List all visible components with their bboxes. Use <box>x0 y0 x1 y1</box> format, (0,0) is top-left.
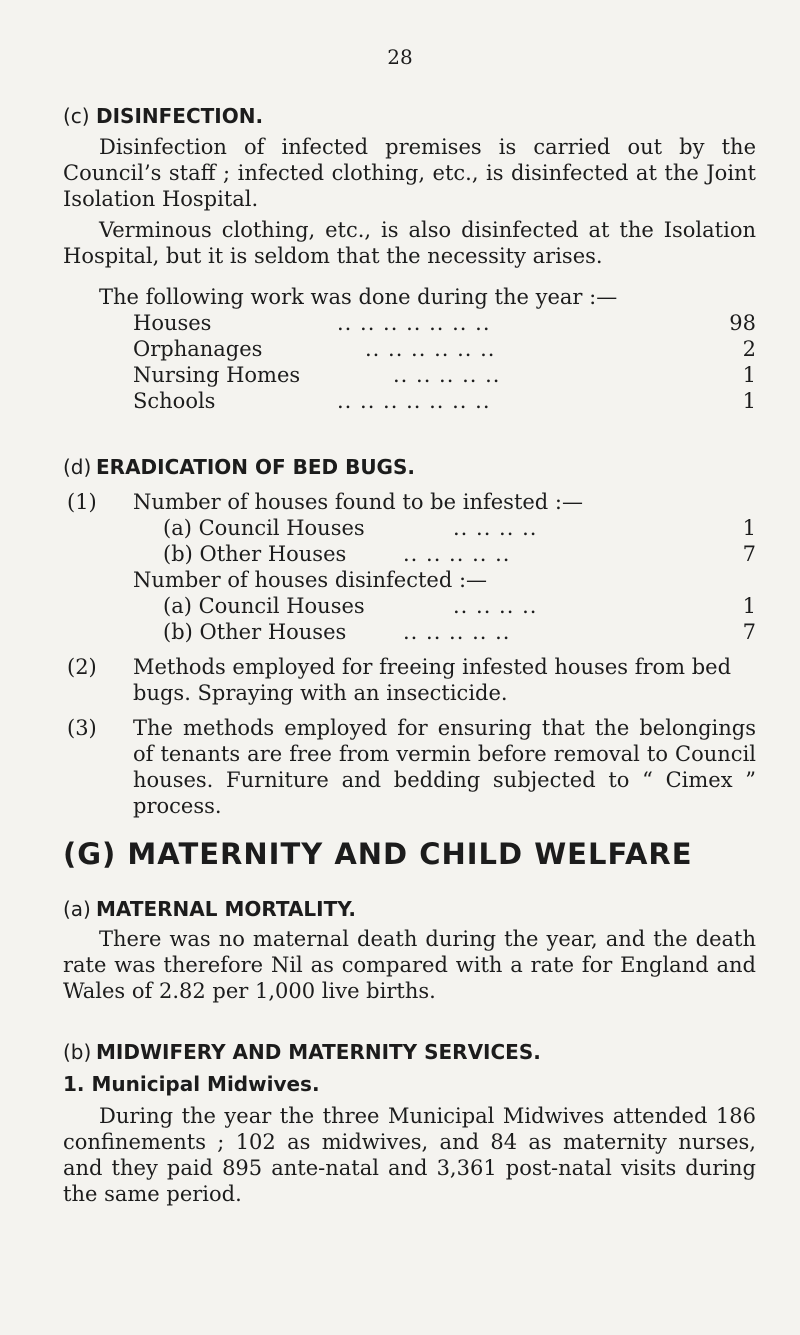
work-row <box>133 336 756 362</box>
row-value: 1 <box>742 516 756 540</box>
work-row <box>133 362 756 388</box>
infested-row <box>163 515 756 541</box>
row-value: 2 <box>742 337 756 361</box>
section-title: MATERNAL MORTALITY. <box>96 897 357 921</box>
section-title: MIDWIFERY AND MATERNITY SERVICES. <box>96 1040 541 1064</box>
disinfection-paragraph-2: Verminous clothing, etc., is also disinfected at the Isolation Hospital, but it is seldom that the necessity arises. <box>63 218 756 268</box>
leader-dots: .. .. .. .. .. .. .. <box>337 311 491 335</box>
row-value: 7 <box>742 542 756 566</box>
leader-dots: .. .. .. .. .. <box>403 542 511 566</box>
row-label: (a) Council Houses <box>163 516 365 540</box>
bed-bugs-heading <box>63 455 415 479</box>
row-label: (b) Other Houses <box>163 620 347 644</box>
section-label: (a) <box>63 897 91 921</box>
disinfected-question: Number of houses disinfected :— <box>133 568 488 592</box>
leader-dots: .. .. .. .. .. <box>393 363 501 387</box>
infested-row <box>163 541 756 567</box>
item-number: (1) <box>67 490 97 514</box>
section-label: (d) <box>63 455 92 479</box>
row-label: Houses <box>133 311 212 335</box>
row-value: 7 <box>742 620 756 644</box>
maternal-mortality-heading <box>63 897 356 921</box>
municipal-midwives-paragraph: During the year the three Municipal Midwives attended 186 confinements ; 102 as midwives, and 84 as maternity nurses, and they paid 895 ante-natal and 3,361 post-natal visits during the same period. <box>63 1104 756 1206</box>
leader-dots: .. .. .. .. <box>453 594 538 618</box>
maternal-mortality-paragraph: There was no maternal death during the year, and the death rate was therefore Nil as compared with a rate for England and Wales of 2.82 per 1,000 live births. <box>63 927 756 1003</box>
vermin-paragraph: The methods employed for ensuring that the belongings of tenants are free from vermin before removal to Council houses. Furniture and bedding subjected to “ Cimex ” process. <box>133 716 756 818</box>
work-intro: The following work was done during the year :— <box>99 285 618 309</box>
disinfected-row <box>163 619 756 645</box>
row-value: 98 <box>729 311 756 335</box>
work-row <box>133 388 756 414</box>
section-label: (c) <box>63 104 90 128</box>
item-number: (2) <box>67 655 97 679</box>
municipal-midwives-heading: 1. Municipal Midwives. <box>63 1072 320 1096</box>
item-number: (3) <box>67 716 97 740</box>
disinfection-paragraph-1: Disinfection of infected premises is carried out by the Council’s staff ; infected clothing, etc., is disinfected at the Joint Isolation Hospital. <box>63 135 756 211</box>
section-title: DISINFECTION. <box>96 104 264 128</box>
row-label: (b) Other Houses <box>163 542 347 566</box>
row-value: 1 <box>742 363 756 387</box>
row-label: (a) Council Houses <box>163 594 365 618</box>
row-value: 1 <box>742 389 756 413</box>
row-label: Nursing Homes <box>133 363 301 387</box>
methods-paragraph: Methods employed for freeing infested houses from bed bugs. Spraying with an insecticide. <box>133 655 732 705</box>
disinfection-heading <box>63 104 263 128</box>
leader-dots: .. .. .. .. <box>453 516 538 540</box>
section-label: (b) <box>63 1040 92 1064</box>
row-label: Schools <box>133 389 216 413</box>
work-row <box>133 310 756 336</box>
infested-question: Number of houses found to be infested :— <box>133 490 584 514</box>
maternity-title: (G) MATERNITY AND CHILD WELFARE <box>63 837 693 871</box>
leader-dots: .. .. .. .. .. .. .. <box>337 389 491 413</box>
page-number: 28 <box>387 45 413 69</box>
row-label: Orphanages <box>133 337 263 361</box>
section-title: ERADICATION OF BED BUGS. <box>96 455 415 479</box>
leader-dots: .. .. .. .. .. .. <box>365 337 496 361</box>
disinfected-row <box>163 593 756 619</box>
midwifery-heading <box>63 1040 541 1064</box>
leader-dots: .. .. .. .. .. <box>403 620 511 644</box>
row-value: 1 <box>742 594 756 618</box>
